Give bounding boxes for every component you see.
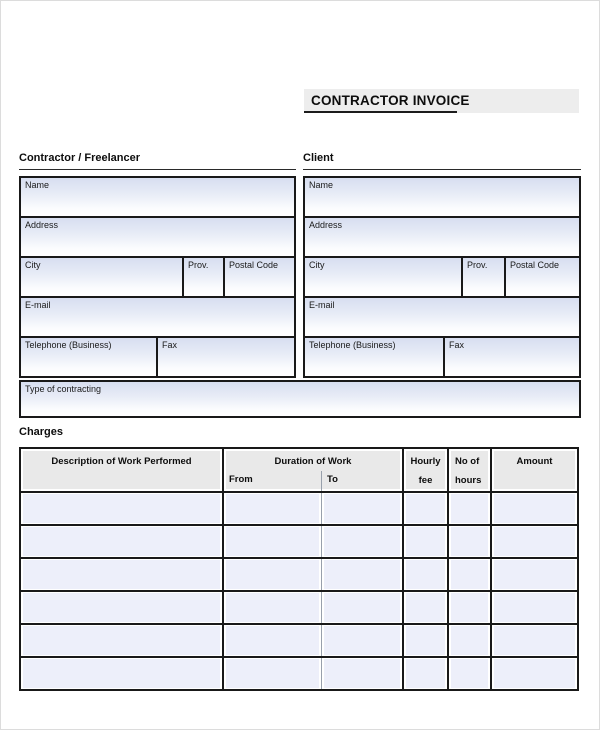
contractor-address-row (21, 218, 294, 258)
field-label: City (309, 260, 325, 270)
charges-cell-amount[interactable] (492, 493, 577, 524)
charges-table-body (21, 493, 577, 689)
title-underline (304, 111, 457, 113)
contractor-table (19, 176, 296, 378)
charges-cell-hourly-fee[interactable] (404, 625, 449, 656)
client-city-row (305, 258, 579, 298)
charges-cell-description[interactable] (21, 658, 224, 689)
charges-cell-description[interactable] (21, 493, 224, 524)
header-to: To (327, 474, 338, 485)
contractor-prov-field[interactable] (182, 258, 223, 296)
field-label: Name (25, 180, 50, 190)
client-fax-field[interactable] (443, 338, 579, 376)
field-label: Type of contracting (25, 384, 102, 394)
header-label: fee (418, 475, 433, 486)
contractor-telephone-field[interactable] (21, 338, 156, 376)
charges-cell-to[interactable] (322, 625, 404, 656)
charges-cell-hourly-fee[interactable] (404, 592, 449, 623)
client-address-field[interactable] (305, 218, 579, 256)
charges-row (21, 524, 577, 557)
charges-cell-amount[interactable] (492, 658, 577, 689)
charges-cell-amount[interactable] (492, 592, 577, 623)
field-label: E-mail (309, 300, 335, 310)
header-no-of-hours (449, 449, 492, 491)
charges-cell-from[interactable] (224, 625, 322, 656)
client-name-row (305, 178, 579, 218)
charges-cell-no-of-hours[interactable] (449, 592, 492, 623)
client-city-field[interactable] (305, 258, 461, 296)
header-duration-group (224, 449, 404, 491)
header-duration: Duration of Work (274, 456, 352, 467)
charges-row (21, 557, 577, 590)
page-title: CONTRACTOR INVOICE (311, 93, 470, 108)
contractor-city-field[interactable] (21, 258, 182, 296)
charges-cell-amount[interactable] (492, 625, 577, 656)
header-duration-subrow (224, 471, 402, 491)
title-bar (304, 89, 579, 113)
charges-cell-hourly-fee[interactable] (404, 493, 449, 524)
header-label: Hourly (410, 456, 441, 467)
charges-cell-to[interactable] (322, 559, 404, 590)
header-label: hours (455, 475, 482, 486)
charges-cell-to[interactable] (322, 592, 404, 623)
field-label: Prov. (467, 260, 488, 270)
field-label: Postal Code (510, 260, 560, 270)
type-of-contracting-field[interactable] (19, 380, 581, 418)
client-address-row (305, 218, 579, 258)
contractor-telephone-row (21, 338, 294, 376)
field-label: Address (309, 220, 343, 230)
header-from: From (224, 471, 322, 491)
charges-row (21, 590, 577, 623)
charges-row (21, 493, 577, 524)
charges-cell-description[interactable] (21, 592, 224, 623)
charges-cell-description[interactable] (21, 526, 224, 557)
field-label: City (25, 260, 41, 270)
contractor-email-row (21, 298, 294, 338)
header-hourly-fee (404, 449, 449, 491)
field-label: Fax (449, 340, 465, 350)
header-label: No of (455, 456, 480, 467)
charges-cell-to[interactable] (322, 658, 404, 689)
charges-section-heading: Charges (19, 426, 64, 438)
contractor-name-field[interactable] (21, 178, 294, 216)
client-name-field[interactable] (305, 178, 579, 216)
charges-cell-from[interactable] (224, 559, 322, 590)
charges-cell-no-of-hours[interactable] (449, 658, 492, 689)
contractor-name-row (21, 178, 294, 218)
field-label: Telephone (Business) (309, 340, 396, 350)
charges-cell-from[interactable] (224, 493, 322, 524)
client-telephone-field[interactable] (305, 338, 443, 376)
charges-cell-no-of-hours[interactable] (449, 493, 492, 524)
charges-cell-to[interactable] (322, 493, 404, 524)
client-email-row (305, 298, 579, 338)
client-postal-field[interactable] (504, 258, 579, 296)
charges-cell-hourly-fee[interactable] (404, 526, 449, 557)
charges-cell-amount[interactable] (492, 526, 577, 557)
charges-table (19, 447, 579, 691)
client-section-heading: Client (303, 152, 581, 170)
header-label: Amount (516, 456, 553, 467)
header-amount (492, 449, 577, 491)
charges-row (21, 623, 577, 656)
field-label: Postal Code (229, 260, 279, 270)
charges-cell-from[interactable] (224, 658, 322, 689)
charges-cell-amount[interactable] (492, 559, 577, 590)
field-label: Name (309, 180, 334, 190)
charges-cell-no-of-hours[interactable] (449, 625, 492, 656)
charges-cell-to[interactable] (322, 526, 404, 557)
field-label: Telephone (Business) (25, 340, 112, 350)
charges-cell-description[interactable] (21, 559, 224, 590)
charges-cell-from[interactable] (224, 592, 322, 623)
client-table (303, 176, 581, 378)
charges-cell-from[interactable] (224, 526, 322, 557)
charges-cell-hourly-fee[interactable] (404, 658, 449, 689)
client-email-field[interactable] (305, 298, 579, 336)
field-label: Address (25, 220, 59, 230)
charges-table-header (21, 449, 577, 493)
contractor-fax-field[interactable] (156, 338, 294, 376)
header-description (21, 449, 224, 491)
field-label: Prov. (188, 260, 209, 270)
charges-row (21, 656, 577, 689)
charges-cell-no-of-hours[interactable] (449, 526, 492, 557)
charges-cell-description[interactable] (21, 625, 224, 656)
contractor-email-field[interactable] (21, 298, 294, 336)
charges-cell-hourly-fee[interactable] (404, 559, 449, 590)
contractor-city-row (21, 258, 294, 298)
field-label: E-mail (25, 300, 51, 310)
client-prov-field[interactable] (461, 258, 504, 296)
charges-cell-no-of-hours[interactable] (449, 559, 492, 590)
client-telephone-row (305, 338, 579, 376)
contractor-section-heading: Contractor / Freelancer (19, 152, 296, 170)
header-label: Description of Work Performed (51, 456, 192, 467)
field-label: Fax (162, 340, 178, 350)
contractor-postal-field[interactable] (223, 258, 294, 296)
contractor-address-field[interactable] (21, 218, 294, 256)
